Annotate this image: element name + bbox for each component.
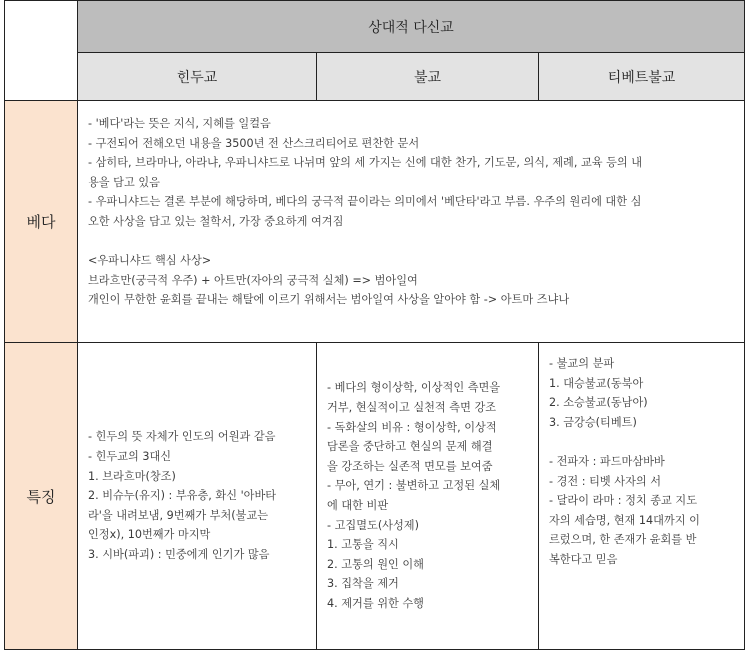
header-row-religions xyxy=(5,53,745,101)
tibetan-line: 2. 소승불교(동남아) xyxy=(549,396,648,410)
header-hinduism: 힌두교 xyxy=(78,53,317,101)
buddhism-line: 1. 고통을 직시 xyxy=(327,538,399,552)
hinduism-line: 3. 시바(파괴) : 민중에게 인기가 많음 xyxy=(88,547,270,561)
tibetan-blank-line xyxy=(549,432,738,452)
veda-line: - 구전되어 전해오던 내용을 3500년 전 산스크리티어로 편찬한 문서 xyxy=(88,136,420,150)
buddhism-line: - 무아, 연기 : 불변하고 고정된 실체 xyxy=(327,479,501,493)
tibetan-line: - 경전 : 티벳 사자의 서 xyxy=(549,474,662,488)
tibetan-line: - 달라이 라마 : 정치 종교 지도 xyxy=(549,494,698,508)
row-label-features: 특징 xyxy=(5,343,78,650)
tibetan-line: 복한다고 믿음 xyxy=(549,552,618,566)
header-relative-polytheism: 상대적 다신교 xyxy=(78,1,745,53)
hinduism-line: 2. 비슈누(유지) : 부유층, 화신 '아바타 xyxy=(88,489,277,503)
buddhism-line: 3. 집착을 제거 xyxy=(327,577,399,591)
veda-line: - 우파니샤드는 결론 부분에 해당하며, 베다의 궁극적 끝이라는 의미에서 '베단타'라고 부름. 우주의 원리에 대한 심 xyxy=(88,195,642,209)
row-label-veda: 베다 xyxy=(5,101,78,343)
hinduism-line: - 힌두의 뜻 자체가 인도의 어원과 같음 xyxy=(88,430,276,444)
tibetan-line: 1. 대승불교(동북아 xyxy=(549,376,644,390)
veda-line: 브라흐만(궁극적 우주) + 아트만(자아의 궁극적 실체) => 범아일여 xyxy=(88,273,418,287)
buddhism-line: 을 강조하는 실존적 면모를 보여줌 xyxy=(327,459,493,473)
veda-line: 개인이 무한한 윤회를 끝내는 해탈에 이르기 위해서는 범아일여 사상을 알아야 함 -> 아트마 즈냐나 xyxy=(88,293,570,307)
header-row-top xyxy=(5,1,745,53)
veda-blank-line xyxy=(88,232,734,252)
buddhism-features xyxy=(317,343,539,650)
veda-line: <우파니샤드 핵심 사상> xyxy=(88,254,212,268)
buddhism-line: 2. 고통의 원인 이해 xyxy=(327,557,424,571)
religion-comparison-table xyxy=(4,0,745,650)
buddhism-line: 4. 제거를 위한 수행 xyxy=(327,596,424,610)
hinduism-line: 1. 브라흐마(창조) xyxy=(88,469,176,483)
veda-line: - '베다'라는 뜻은 지식, 지혜를 일컬음 xyxy=(88,117,271,130)
buddhism-line: - 베다의 형이상학, 이상적인 측면을 xyxy=(327,381,501,395)
veda-line: - 삼히타, 브라마나, 아라냐, 우파니샤드로 나뉘며 앞의 세 가지는 신에 대한 찬가, 기도문, 의식, 제례, 교육 등의 내 xyxy=(88,156,643,170)
veda-line: 오한 사상을 담고 있는 철학서, 가장 중요하게 여겨짐 xyxy=(88,214,344,228)
veda-description xyxy=(78,101,745,343)
header-buddhism: 불교 xyxy=(317,53,539,101)
tibetan-line: 르렀으며, 한 존재가 윤회를 반 xyxy=(549,533,697,547)
buddhism-line: 에 대한 비판 xyxy=(327,499,389,512)
header-tibetan-buddhism: 티베트불교 xyxy=(539,53,745,101)
corner-cell xyxy=(5,1,78,101)
hinduism-line: 라'을 내려보냄, 9번째가 부처(불교는 xyxy=(88,508,269,522)
tibetan-line: 3. 금강승(티베트) xyxy=(549,415,637,429)
hinduism-line: - 힌두교의 3대신 xyxy=(88,450,172,464)
row-veda xyxy=(5,101,745,343)
buddhism-line: 담론을 중단하고 현실의 문제 해결 xyxy=(327,440,493,454)
hinduism-features xyxy=(78,343,317,650)
veda-line: 용을 담고 있음 xyxy=(88,175,160,189)
tibetan-line: - 전파자 : 파드마삼바바 xyxy=(549,454,665,468)
hinduism-line: 인정x), 10번째가 마지막 xyxy=(88,528,211,542)
row-features xyxy=(5,343,745,650)
tibetan-line: 자의 세습명, 현재 14대까지 이 xyxy=(549,513,700,527)
buddhism-line: 거부, 현실적이고 실천적 측면 강조 xyxy=(327,401,497,415)
buddhism-line: - 독화살의 비유 : 형이상학, 이상적 xyxy=(327,420,497,434)
tibetan-buddhism-features xyxy=(539,343,745,650)
buddhism-line: - 고집멸도(사성제) xyxy=(327,518,419,532)
tibetan-line: - 불교의 분파 xyxy=(549,357,615,370)
